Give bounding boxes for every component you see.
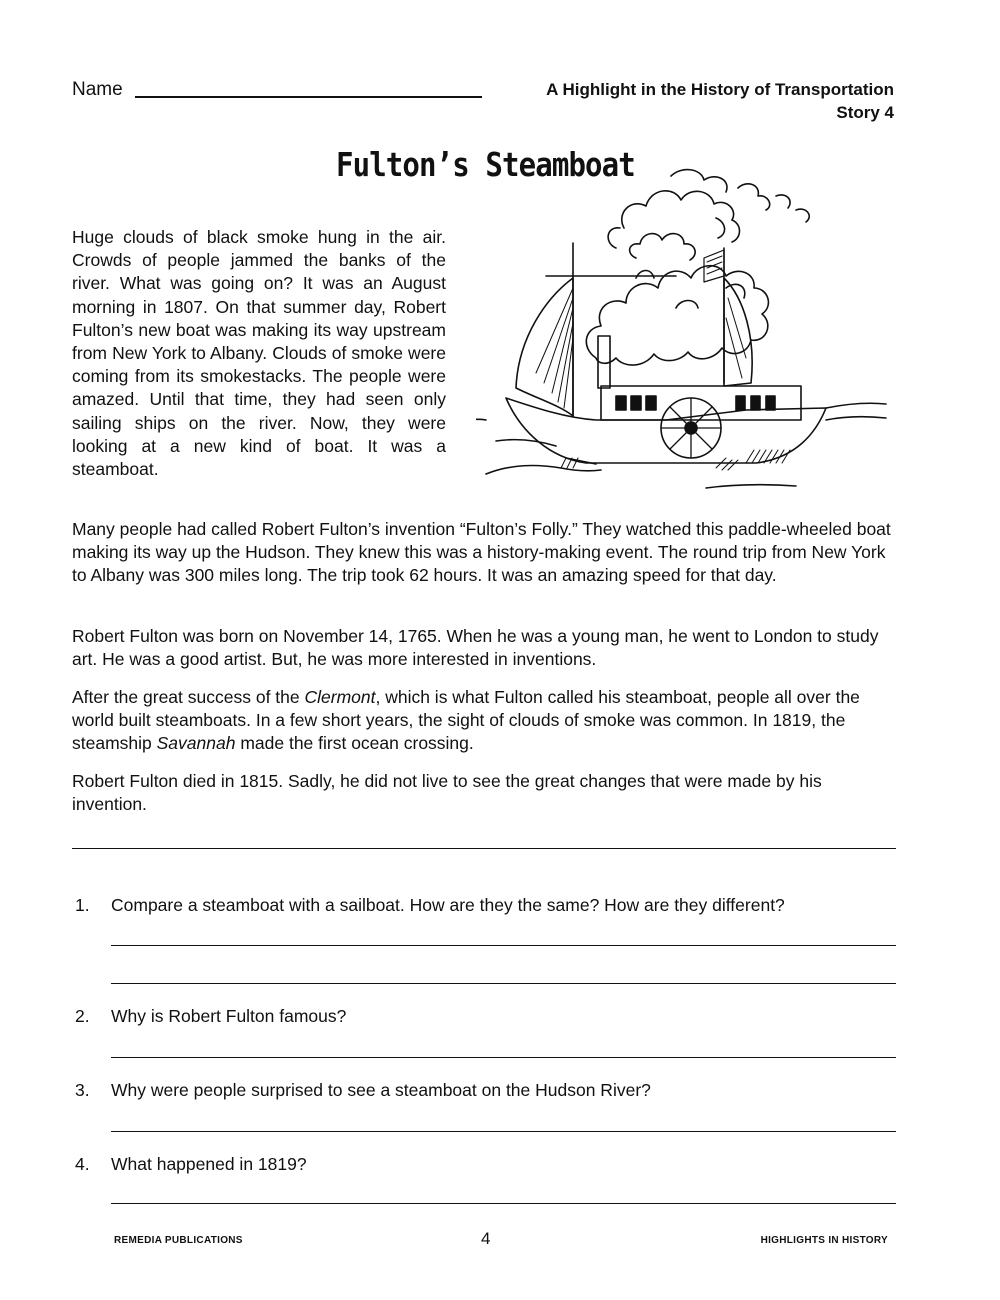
page-number: 4: [481, 1229, 491, 1248]
name-line[interactable]: [135, 96, 482, 98]
footer-publisher: REMEDIA PUBLICATIONS: [114, 1235, 243, 1246]
story-label: Story 4: [836, 103, 894, 122]
footer-series: HIGHLIGHTS IN HISTORY: [760, 1235, 888, 1246]
question-4-number: 4.: [75, 1154, 90, 1174]
ship-name-savannah: Savannah: [156, 733, 236, 754]
divider: [72, 848, 896, 849]
series-title: A Highlight in the History of Transportation: [546, 80, 894, 99]
answer-line-2[interactable]: [111, 1057, 896, 1058]
header-right: [546, 78, 894, 124]
steamboat-icon: [476, 158, 906, 510]
question-4-text: What happened in 1819?: [111, 1154, 307, 1174]
answer-line-3[interactable]: [111, 1131, 896, 1132]
paragraph-death: Robert Fulton died in 1815. Sadly, he did not live to see the great changes that were made by his invention.: [72, 771, 822, 815]
question-3-number: 3.: [75, 1080, 90, 1100]
question-1-text: Compare a steamboat with a sailboat. How are they the same? How are they different?: [111, 895, 785, 915]
paragraph-birth: Robert Fulton was born on November 14, 1765. When he was a young man, he went to London to study art. He was a good artist. But, he was more interested in inventions.: [72, 626, 879, 670]
answer-line-4[interactable]: [111, 1203, 896, 1204]
intro-paragraph: Huge clouds of black smoke hung in the air. Crowds of people jammed the banks of the river. What was going on? It was an August morning in 1807. On that summer day, Robert Fulton’s new boat was making its way upstream from New York to Albany. Clouds of smoke were coming from its smokestacks. The people were amazed. Until that time, they had seen only sailing ships on the river. Now, they were looking at a new kind of boat. It was a steamboat.: [72, 227, 446, 480]
paragraph-clermont: [72, 686, 896, 756]
ship-name-clermont: Clermont: [304, 687, 376, 707]
p4-text-before: After the great success of the: [72, 687, 305, 707]
name-label: Name: [72, 79, 123, 100]
question-2-number: 2.: [75, 1006, 90, 1026]
answer-line-1b[interactable]: [111, 983, 896, 984]
question-3-text: Why were people surprised to see a steamboat on the Hudson River?: [111, 1080, 651, 1100]
question-1-number: 1.: [75, 895, 90, 915]
page-title: Fulton’s Steamboat: [336, 145, 635, 184]
answer-line-1a[interactable]: [111, 945, 896, 946]
paragraph-folly: Many people had called Robert Fulton’s invention “Fulton’s Folly.” They watched this paddle-wheeled boat making its way up the Hudson. They knew this was a history-making event. The round trip from New York to Albany was 300 miles long. The trip took 62 hours. It was an amazing speed for that day.: [72, 519, 891, 586]
question-2-text: Why is Robert Fulton famous?: [111, 1006, 347, 1026]
p4-text-mid: , which is what Fulton called his steamboat, people all over the world built steamboats. In a few short years, the sight of clouds of smoke was common. In 1819, the steamship: [72, 687, 860, 754]
p4-text-after: made the first ocean crossing.: [235, 733, 474, 754]
